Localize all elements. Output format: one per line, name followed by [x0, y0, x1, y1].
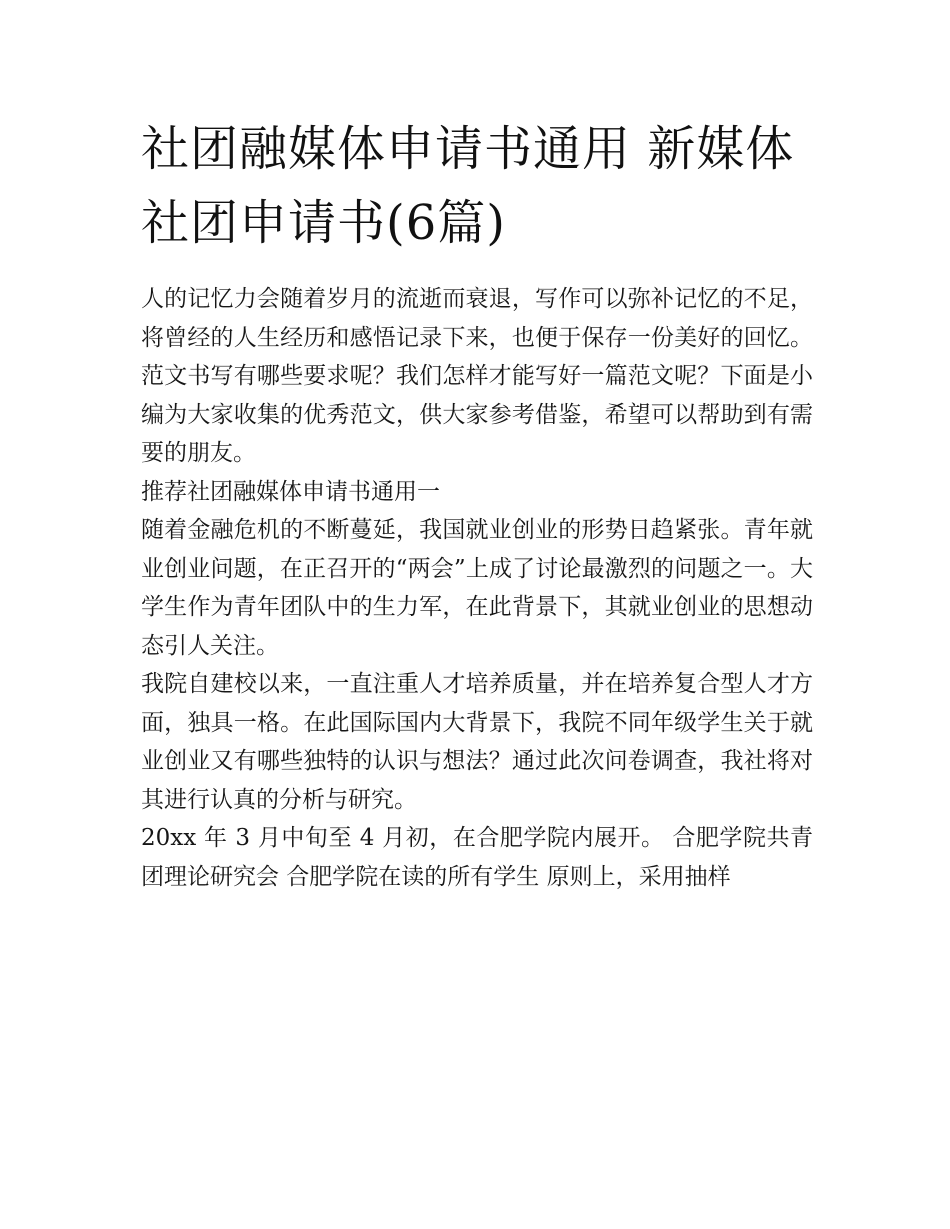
title-spacer: [141, 260, 813, 280]
body-paragraph: 20xx 年 3 月中旬至 4 月初，在合肥学院内展开。 合肥学院共青团理论研究会 合肥学院在读的所有学生 原则上，采用抽样: [141, 825, 813, 890]
document-body: [141, 112, 813, 896]
body-paragraph: 我院自建校以来，一直注重人才培养质量，并在培养复合型人才方面，独具一格。在此国际国内大背景下，我院不同年级学生关于就业创业又有哪些独特的认识与想法？通过此次问卷调查，我社将对其进行认真的分析与研究。: [141, 671, 813, 813]
section-heading: 推荐社团融媒体申请书通用一: [141, 478, 440, 505]
body-paragraph: 随着金融危机的不断蔓延，我国就业创业的形势日趋紧张。青年就业创业问题，在正召开的“两会”上成了讨论最激烈的问题之一。大学生作为青年团队中的生力军，在此背景下，其就业创业的思想动态引人关注。: [141, 517, 813, 659]
intro-paragraph: 人的记忆力会随着岁月的流逝而衰退，写作可以弥补记忆的不足，将曾经的人生经历和感悟记录下来，也便于保存一份美好的回忆。范文书写有哪些要求呢？我们怎样才能写好一篇范文呢？下面是小编为大家收集的优秀范文，供大家参考借鉴，希望可以帮助到有需要的朋友。: [141, 286, 813, 466]
document-title: 社团融媒体申请书通用 新媒体社团申请书(6篇): [141, 121, 795, 251]
